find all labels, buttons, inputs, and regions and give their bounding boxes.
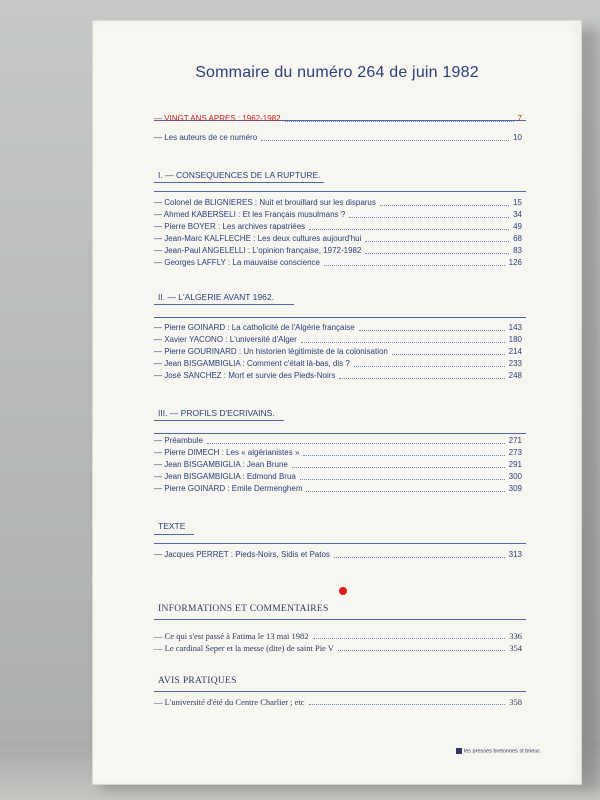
- leader-dots: [300, 479, 505, 480]
- leader-dots: [306, 491, 505, 492]
- toc-entry: — Xavier YACONO : L'université d'Alger 180: [154, 335, 522, 344]
- section-underline-3: [154, 420, 284, 421]
- toc-entry: — Pierre DIMECH : Les « algérianistes » 273: [154, 448, 522, 457]
- leader-dots: [349, 217, 509, 218]
- section-title-texte: TEXTE: [158, 521, 186, 531]
- divider-section-3: [154, 433, 526, 434]
- leader-dots: [292, 467, 505, 468]
- cover-title: Sommaire du numéro 264 de juin 1982: [195, 64, 479, 81]
- leader-dots: [301, 342, 505, 343]
- toc-entry: — Ce qui s'est passé à Fatima le 13 mai 1982 336: [154, 631, 522, 641]
- leader-dots: [207, 443, 505, 444]
- leader-dots: [303, 455, 505, 456]
- leader-dots: [365, 241, 509, 242]
- divider-section-2: [154, 317, 526, 318]
- section-underline-texte: [154, 534, 194, 535]
- toc-entry: — Jean BISGAMBIGLIA : Jean Brune 291: [154, 460, 522, 469]
- red-dot: [339, 587, 347, 595]
- section-title-informations: INFORMATIONS ET COMMENTAIRES: [158, 604, 329, 614]
- toc-entry: — Préambule 271: [154, 436, 522, 445]
- toc-entry: — Pierre BOYER : Les archives rapatriées 49: [154, 222, 522, 231]
- toc-entry: — Jean BISGAMBIGLIA : Comment c'était là-bas, dis ? 233: [154, 359, 522, 368]
- section-underline-1: [154, 182, 324, 183]
- toc-entry: — Pierre GOURINARD : Un historien légitimiste de la colonisation 214: [154, 347, 522, 356]
- divider-section-1: [154, 191, 526, 192]
- divider-informations: [154, 619, 526, 620]
- leader-dots: [309, 229, 509, 230]
- toc-entry: — Pierre GOINARD : La catholicité de l'Algérie française 143: [154, 323, 522, 332]
- leader-dots: [324, 265, 505, 266]
- section-title-2: II. — L'ALGERIE AVANT 1962.: [158, 292, 274, 302]
- section-title-1: I. — CONSEQUENCES DE LA RUPTURE.: [158, 170, 321, 180]
- toc-entry-intro-0: — VINGT ANS APRES : 1962-1982 7: [154, 114, 522, 123]
- publisher-logo: les presses bretonnes st brieuc: [456, 748, 540, 754]
- publisher-mark-icon: [456, 748, 462, 754]
- section-underline-2: [154, 304, 294, 305]
- leader-dots: [313, 638, 505, 639]
- leader-dots: [285, 121, 514, 122]
- leader-dots: [359, 330, 505, 331]
- toc-entry: — Jacques PERRET : Pieds-Noirs, Sidis et Patos 313: [154, 550, 522, 559]
- leader-dots: [261, 140, 509, 141]
- toc-entry: — Pierre GOINARD : Emile Dermenghem 309: [154, 484, 522, 493]
- toc-entry: — Jean-Marc KALFLECHE : Les deux cultures aujourd'hui 68: [154, 234, 522, 243]
- toc-entry: — Jean-Paul ANGELELLI : L'opinion française, 1972-1982 83: [154, 246, 522, 255]
- toc-entry: — Colonel de BLIGNIERES : Nuit et brouillard sur les disparus 15: [154, 198, 522, 207]
- toc-entry: — L'université d'été du Centre Charlier ; etc 358: [154, 697, 522, 707]
- leader-dots: [334, 557, 505, 558]
- leader-dots: [339, 378, 505, 379]
- toc-entry-intro-1: — Les auteurs de ce numéro 10: [154, 133, 522, 142]
- toc-entry: — Jean BISGAMBIGLIA : Edmond Brua 300: [154, 472, 522, 481]
- toc-entry: — José SANCHEZ : Mort et survie des Pieds-Noirs 248: [154, 371, 522, 380]
- leader-dots: [392, 354, 505, 355]
- section-title-3: III. — PROFILS D'ECRIVAINS.: [158, 408, 275, 418]
- leader-dots: [309, 704, 505, 705]
- divider-avis: [154, 691, 526, 692]
- leader-dots: [380, 205, 509, 206]
- toc-entry: — Le cardinal Seper et la messe (dite) de saint Pie V 354: [154, 643, 522, 653]
- leader-dots: [365, 253, 509, 254]
- book-back-cover: [92, 20, 582, 785]
- leader-dots: [354, 366, 505, 367]
- leader-dots: [338, 650, 505, 651]
- toc-entry: — Ahmed KABERSELI : Et les Français musulmans ? 34: [154, 210, 522, 219]
- divider-texte: [154, 543, 526, 544]
- toc-entry: — Georges LAFFLY : La mauvaise conscience 126: [154, 258, 522, 267]
- section-title-avis: AVIS PRATIQUES: [158, 676, 237, 686]
